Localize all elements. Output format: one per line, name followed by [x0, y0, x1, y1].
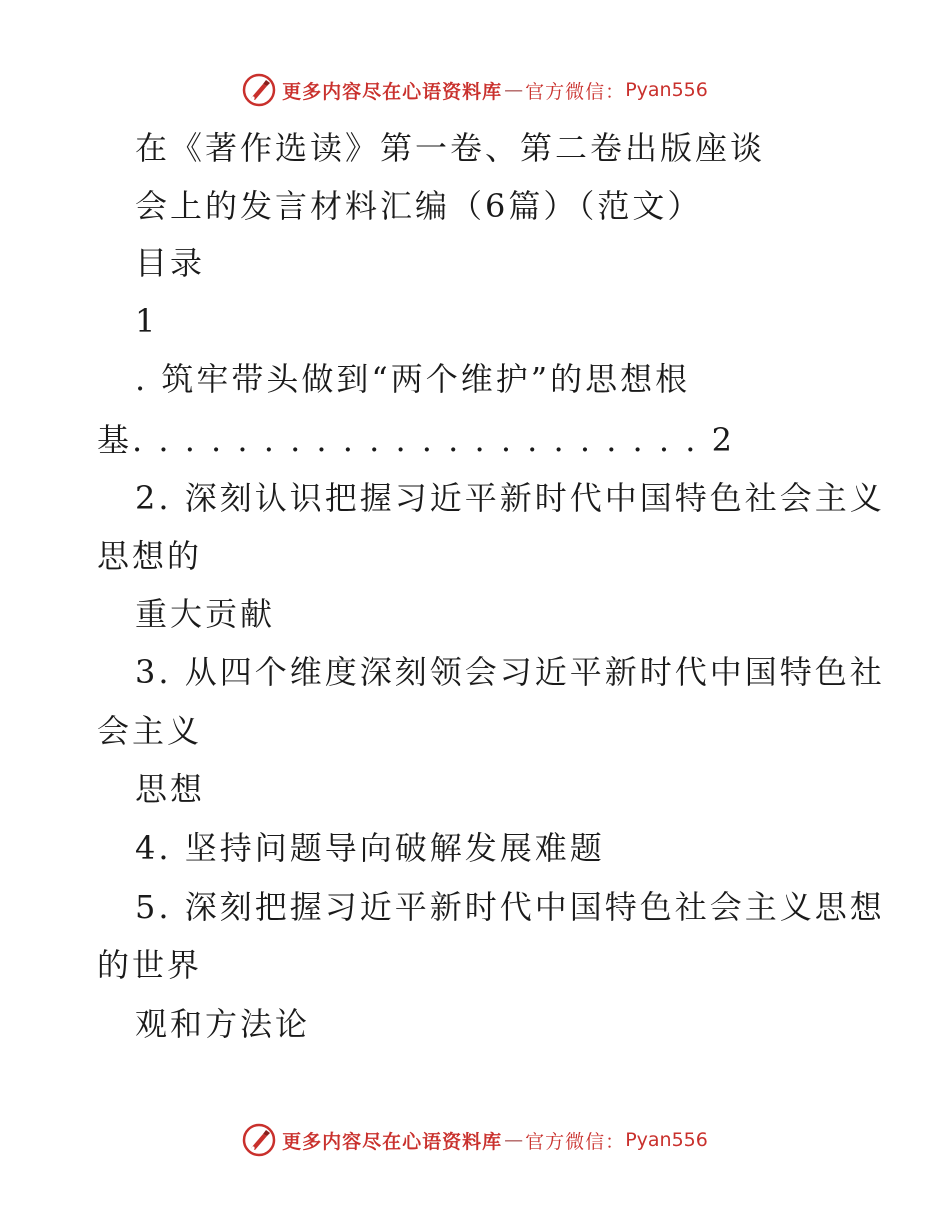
toc-item-3-line-3: 思想 — [135, 770, 206, 808]
toc-item-5-line-1: 5. 深刻把握习近平新时代中国特色社会主义思想 — [135, 888, 885, 926]
document-title-line-1: 在《著作选读》第一卷、第二卷出版座谈 — [135, 129, 766, 167]
banner-wechat-label: 官方微信： — [525, 1130, 626, 1153]
banner-separator: — — [504, 1129, 524, 1151]
banner-brand-text: 更多内容尽在心语资料库 — [282, 1130, 503, 1153]
toc-item-4: 4. 坚持问题导向破解发展难题 — [135, 829, 605, 867]
toc-heading: 目录 — [135, 244, 206, 282]
banner-wechat-id: Pyan556 — [625, 79, 708, 101]
toc-item-5-line-2: 的世界 — [97, 946, 203, 984]
toc-item-2-line-3: 重大贡献 — [135, 595, 276, 633]
toc-number-1: 1 — [135, 302, 159, 340]
banner-separator: — — [504, 79, 524, 101]
header-banner — [0, 70, 950, 110]
toc-item-3-line-2: 会主义 — [97, 712, 203, 750]
toc-item-5-line-3: 观和方法论 — [135, 1005, 311, 1043]
pen-nib-logo-icon — [242, 1123, 276, 1157]
toc-item-2-line-2: 思想的 — [97, 537, 203, 575]
toc-item-3-line-1: 3. 从四个维度深刻领会习近平新时代中国特色社 — [135, 653, 885, 691]
footer-banner — [0, 1120, 950, 1160]
banner-wechat-id: Pyan556 — [625, 1129, 708, 1151]
toc-item-1-line-1: . 筑牢带头做到“两个维护”的思想根 — [135, 360, 691, 398]
toc-item-2-line-1: 2. 深刻认识把握习近平新时代中国特色社会主义 — [135, 479, 885, 517]
banner-wechat-label: 官方微信： — [525, 80, 626, 103]
pen-nib-logo-icon — [242, 73, 276, 107]
toc-item-1-line-2: 基. . . . . . . . . . . . . . . . . . . . . . 2 — [97, 421, 735, 459]
document-title-line-2: 会上的发言材料汇编（6篇）（范文） — [135, 187, 703, 225]
banner-brand-text: 更多内容尽在心语资料库 — [282, 80, 503, 103]
